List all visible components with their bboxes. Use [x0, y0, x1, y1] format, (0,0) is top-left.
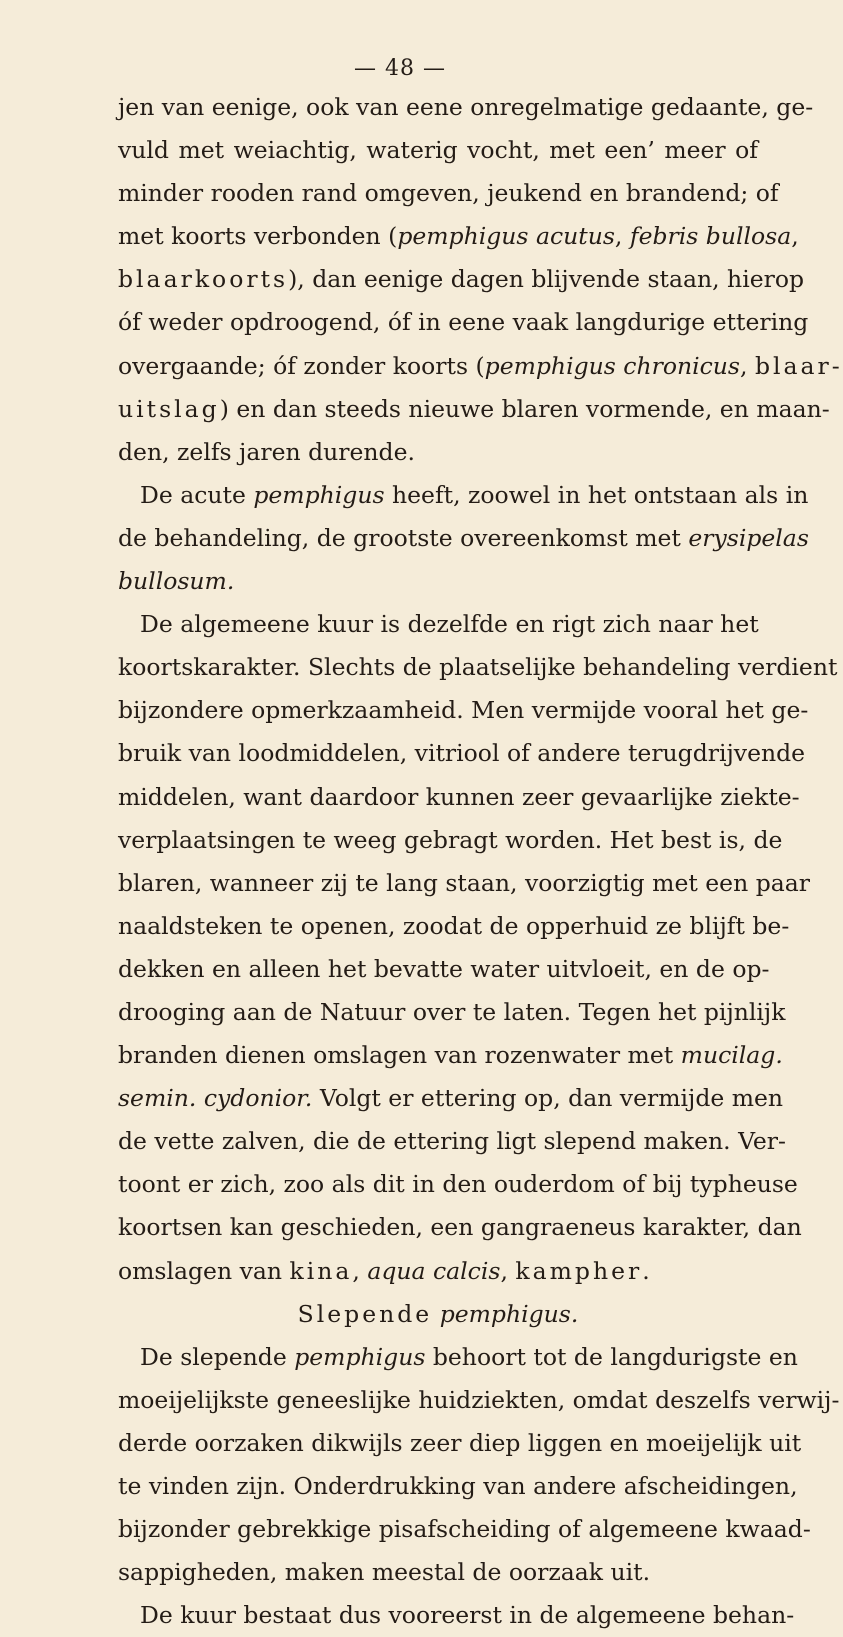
text-segment: dekken en alleen het bevatte water uitvloeit, en de op- [118, 954, 770, 983]
text-line [118, 345, 843, 388]
spaced-term: kina [289, 1256, 353, 1285]
text-line [118, 1465, 798, 1508]
text-segment: koortsen kan geschieden, een gangraeneus karakter, dan [118, 1213, 802, 1242]
text-line [118, 129, 758, 172]
text-segment: de behandeling, de grootste overeenkomst met [118, 523, 689, 552]
text-segment: te vinden zijn. Onderdrukking van andere afscheidingen, [118, 1472, 798, 1500]
text-segment: ) en dan steeds nieuwe blaren vormende, en maan- [219, 394, 830, 423]
text-segment: Volgt er ettering op, dan vermijde men [312, 1084, 784, 1113]
text-segment: koortskarakter. Slechts de plaatselijke behandeling verdient [118, 653, 838, 682]
spaced-term: uitslag [118, 394, 220, 423]
text-line [118, 1206, 802, 1249]
italic-term: pemphigus [294, 1342, 426, 1371]
text-line [118, 1250, 758, 1293]
text-segment: derde oorzaken dikwijls zeer diep liggen en moeijelijk uit [118, 1428, 802, 1457]
text-segment: heeft, zoowel in het ontstaan als in [384, 480, 809, 509]
text-segment: De kuur bestaat dus vooreerst in de algemeene behan- [140, 1601, 795, 1630]
text-segment: de vette zalven, die de ettering ligt slepend maken. Ver- [118, 1127, 786, 1156]
text-segment [432, 1300, 439, 1328]
italic-term: pemphigus [253, 480, 385, 509]
italic-term: aqua calcis [367, 1256, 501, 1285]
body-text [118, 86, 843, 1637]
text-segment: óf weder opdroogend, óf in eene vaak langdurige ettering [118, 308, 809, 337]
text-segment: De acute [140, 480, 254, 509]
text-line [118, 215, 799, 258]
text-segment: , [500, 1256, 516, 1285]
text-segment: , [352, 1256, 368, 1285]
text-line [118, 474, 809, 517]
spaced-term: kampher [515, 1256, 643, 1285]
section-heading [118, 1293, 758, 1336]
italic-term: pemphigus. [439, 1299, 579, 1328]
text-segment: jen van eenige, ook van eene onregelmatige gedaante, ge- [118, 93, 814, 121]
text-segment: bijzonder gebrekkige pisafscheiding of algemeene kwaad- [118, 1515, 811, 1544]
text-line [118, 1034, 783, 1077]
text-line [118, 732, 806, 775]
text-line [118, 301, 809, 344]
text-line [118, 948, 770, 991]
text-line [118, 1163, 798, 1206]
text-segment: drooging aan de Natuur over te laten. Tegen het pijnlijk [118, 997, 786, 1026]
text-line [118, 819, 783, 862]
italic-term: semin. cydonior. [118, 1084, 313, 1113]
text-line [118, 991, 786, 1034]
page-number: — 48 — [354, 56, 446, 81]
text-segment: omslagen van [118, 1256, 290, 1285]
text-line [118, 1551, 758, 1594]
text-line [118, 1422, 802, 1465]
text-segment: , [739, 351, 755, 380]
italic-term: mucilag. [680, 1041, 783, 1070]
text-line [118, 560, 758, 603]
text-segment: overgaande; óf zonder koorts ( [118, 351, 485, 380]
text-line [118, 1508, 811, 1551]
italic-term: pemphigus chronicus [484, 351, 740, 380]
text-segment: De slepende [140, 1342, 295, 1371]
text-segment: bijzondere opmerkzaamheid. Men vermijde vooral het ge- [118, 696, 809, 725]
text-segment: , [791, 222, 799, 251]
text-line [118, 172, 779, 215]
italic-term: erysipelas [688, 523, 809, 552]
text-segment: met koorts verbonden ( [118, 222, 398, 251]
text-segment: vuld met weiachtig, waterig vocht, met een’ meer of [118, 136, 758, 165]
text-line [118, 431, 758, 474]
text-segment: De algemeene kuur is dezelfde en rigt zich naar het [140, 610, 759, 639]
spaced-term: blaarkoorts [118, 265, 289, 294]
text-segment: moeijelijkste geneeslijke huidziekten, omdat deszelfs verwij- [118, 1385, 840, 1414]
spaced-term: blaar- [754, 351, 843, 380]
text-segment: . [642, 1256, 650, 1285]
italic-term: bullosum. [118, 567, 235, 596]
italic-term: febris bullosa [629, 222, 792, 251]
text-line [118, 603, 758, 646]
text-line [118, 1594, 795, 1637]
text-line [118, 388, 830, 431]
text-line [118, 517, 809, 560]
text-line [118, 862, 810, 905]
text-segment: branden dienen omslagen van rozenwater met [118, 1041, 681, 1070]
text-line [118, 1379, 840, 1422]
text-segment: toont er zich, zoo als dit in den ouderdom of bij typheuse [118, 1170, 798, 1199]
text-segment: middelen, want daardoor kunnen zeer gevaarlijke ziekte- [118, 782, 800, 811]
text-line [118, 689, 809, 732]
text-line [118, 258, 805, 301]
text-segment: behoort tot de langdurigste en [425, 1342, 798, 1371]
text-line [118, 86, 814, 129]
text-segment: naaldsteken te openen, zoodat de opperhuid ze blijft be- [118, 911, 790, 940]
text-segment: den, zelfs jaren durende. [118, 437, 415, 466]
text-segment: minder rooden rand omgeven, jeukend en brandend; of [118, 179, 779, 208]
text-segment: , [614, 222, 630, 251]
text-line [118, 1077, 784, 1120]
text-line [118, 905, 790, 948]
text-line [118, 776, 800, 819]
text-line [118, 646, 838, 689]
spaced-term: Slepende [297, 1299, 433, 1328]
text-line [118, 1336, 798, 1379]
text-segment: sappigheden, maken meestal de oorzaak uit. [118, 1558, 651, 1587]
text-segment: ), dan eenige dagen blijvende staan, hierop [288, 265, 805, 294]
text-line [118, 1120, 786, 1163]
text-segment: blaren, wanneer zij te lang staan, voorzigtig met een paar [118, 868, 810, 897]
italic-term: pemphigus acutus [397, 222, 615, 251]
text-segment: verplaatsingen te weeg gebragt worden. Het best is, de [118, 825, 783, 854]
text-segment: bruik van loodmiddelen, vitriool of andere terugdrijvende [118, 739, 806, 768]
